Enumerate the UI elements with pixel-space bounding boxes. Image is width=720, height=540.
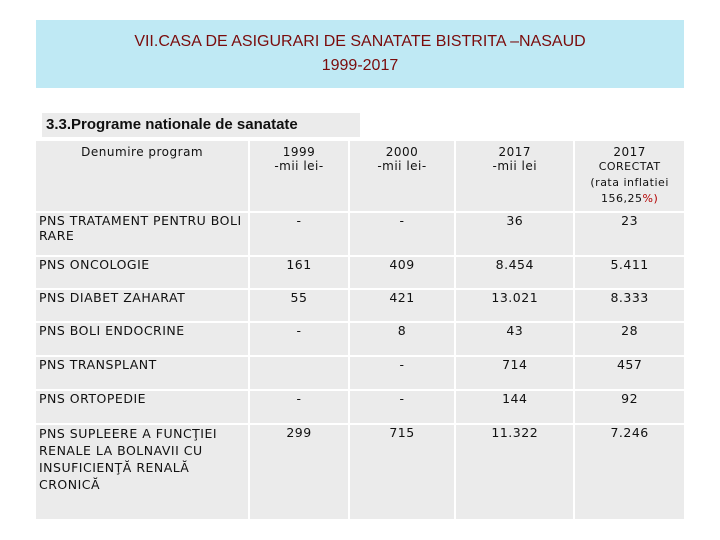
inflation-rate-suffix: %): [642, 192, 659, 205]
value-2017-corrected: 7.246: [575, 425, 684, 519]
table-row: [36, 357, 684, 389]
value-1999: -: [250, 391, 347, 423]
value-2017-corrected: 5.411: [575, 257, 684, 288]
table-row: [36, 391, 684, 423]
program-name: PNS ONCOLOGIE: [36, 257, 248, 288]
value-2017: 144: [456, 391, 573, 423]
table-row: [36, 290, 684, 321]
value-2017-corrected: 28: [575, 323, 684, 355]
column-header-1999-year: 1999: [282, 145, 316, 159]
table-row: [36, 257, 684, 288]
value-2000: -: [350, 391, 455, 423]
value-1999: -: [250, 323, 347, 355]
title-line-1: VII.CASA DE ASIGURARI DE SANATATE BISTRITA –NASAUD: [134, 33, 586, 50]
program-name: PNS TRANSPLANT: [36, 357, 248, 389]
value-2017: 36: [456, 213, 573, 255]
value-2017: 8.454: [456, 257, 573, 288]
table-row: [36, 425, 684, 519]
value-2000: 715: [350, 425, 455, 519]
column-header-name: [36, 141, 248, 211]
value-2000: 8: [350, 323, 455, 355]
program-name: PNS ORTOPEDIE: [36, 391, 248, 423]
title-banner: [36, 20, 684, 88]
column-header-2017-year: 2017: [498, 145, 532, 159]
value-2017-corrected: 457: [575, 357, 684, 389]
program-name: PNS TRATAMENT PENTRU BOLI RARE: [36, 213, 248, 255]
value-2017: 714: [456, 357, 573, 389]
program-name: PNS BOLI ENDOCRINE: [36, 323, 248, 355]
programs-table: [34, 139, 686, 521]
value-1999: [250, 357, 347, 389]
value-2000: -: [350, 357, 455, 389]
value-2017-corrected: 23: [575, 213, 684, 255]
value-1999: 161: [250, 257, 347, 288]
column-header-2000: [350, 141, 455, 211]
column-header-2017-corrected: [575, 141, 684, 211]
value-2017: 13.021: [456, 290, 573, 321]
table-header-row: [36, 141, 684, 211]
program-name: PNS SUPLEERE A FUNCŢIEI RENALE LA BOLNAVII CU INSUFICIENŢĂ RENALĂ CRONICĂ: [36, 425, 248, 519]
inflation-rate-value: 156,25: [601, 192, 643, 205]
column-header-inflation-label: (rata inflatiei: [590, 176, 669, 189]
value-2017: 43: [456, 323, 573, 355]
column-header-2000-unit: -mii lei-: [377, 159, 427, 173]
column-header-corrected-year: 2017: [613, 145, 646, 159]
column-header-2017: [456, 141, 573, 211]
section-subtitle: 3.3.Programe nationale de sanatate: [42, 113, 360, 137]
column-header-1999-unit: -mii lei-: [274, 159, 324, 173]
table-row: [36, 213, 684, 255]
value-1999: -: [250, 213, 347, 255]
value-2017-corrected: 8.333: [575, 290, 684, 321]
title-line-2: 1999-2017: [321, 57, 399, 74]
value-1999: 55: [250, 290, 347, 321]
value-2017: 11.322: [456, 425, 573, 519]
program-name: PNS DIABET ZAHARAT: [36, 290, 248, 321]
column-header-2000-year: 2000: [385, 145, 419, 159]
column-header-2017-unit: -mii lei: [492, 159, 538, 173]
column-header-inflation-rate: [578, 191, 681, 207]
value-2000: -: [350, 213, 455, 255]
value-2017-corrected: 92: [575, 391, 684, 423]
value-1999: 299: [250, 425, 347, 519]
value-2000: 409: [350, 257, 455, 288]
column-header-1999: [250, 141, 347, 211]
table-row: [36, 323, 684, 355]
column-header-corrected-label: CORECTAT: [598, 160, 661, 173]
value-2000: 421: [350, 290, 455, 321]
column-header-name-label: Denumire program: [81, 145, 204, 159]
